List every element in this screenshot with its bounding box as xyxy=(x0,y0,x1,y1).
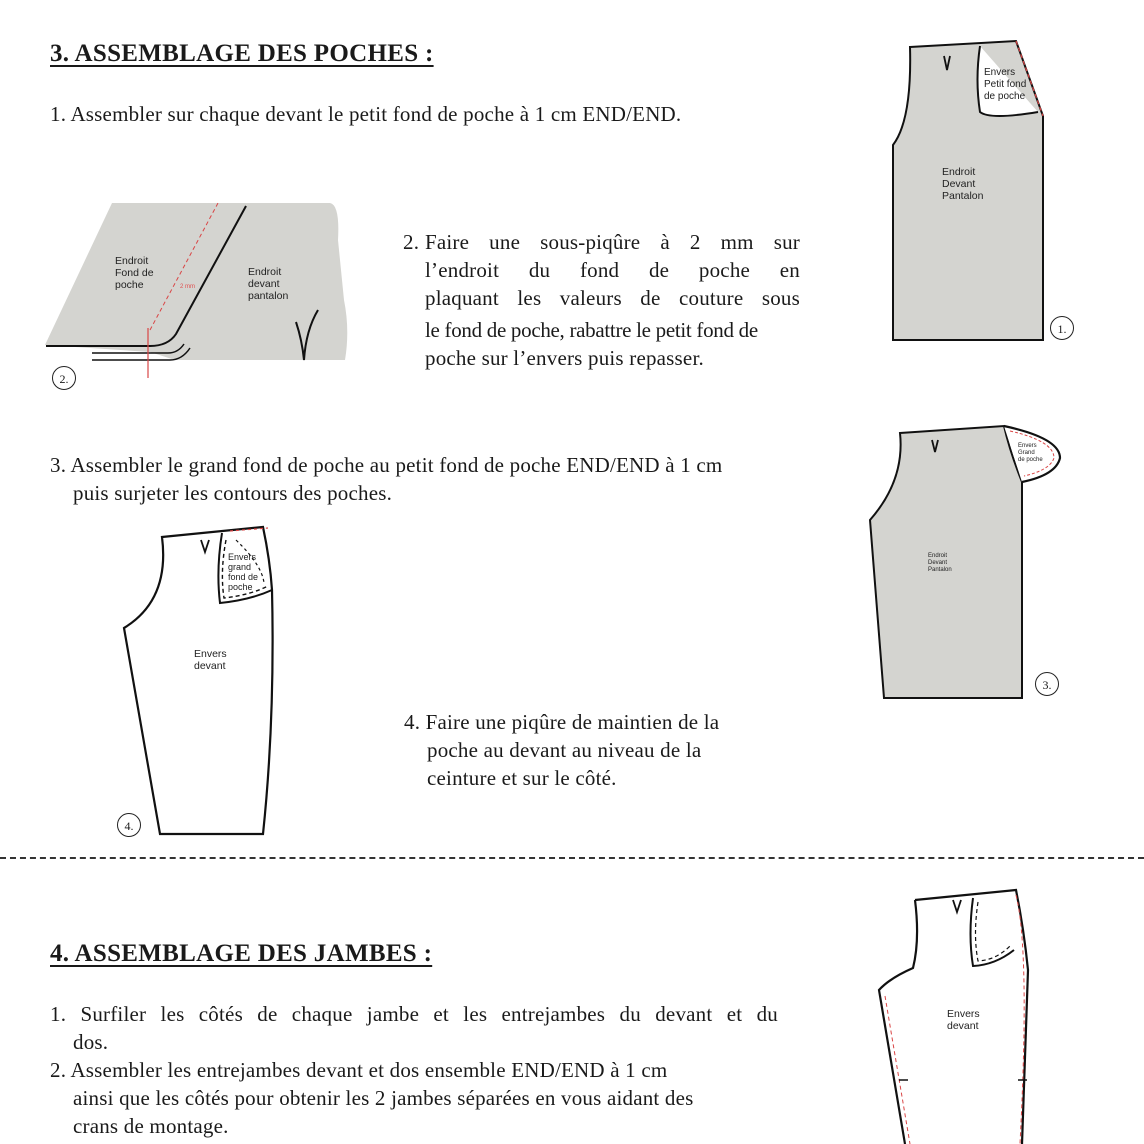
section-4-figure-label-line: Envers xyxy=(947,1008,980,1020)
figure-3-pocket-label-line: de poche xyxy=(1018,457,1043,463)
figure-1-body-label-line: Endroit xyxy=(942,166,976,178)
figure-4-body-label-line: devant xyxy=(194,660,226,672)
figure-1-pocket-label xyxy=(984,67,1026,103)
figure-2-drawing xyxy=(45,203,347,378)
figure-3-drawing xyxy=(870,426,1060,698)
figure-1-body-label-line: Devant xyxy=(942,178,976,190)
figure-2-right-label-line: Endroit xyxy=(248,266,282,278)
step-4-2-line-1: 2. Assembler les entrejambes devant et dos ensemble END/END à 1 cm xyxy=(50,1058,668,1082)
figure-4-pocket-label-line: Envers xyxy=(228,552,257,562)
figure-3-pocket-label-line: Envers xyxy=(1018,443,1037,449)
figure-2-left-label-line: Endroit xyxy=(115,255,149,267)
step-3-2-line-5: poche sur l’envers puis repasser. xyxy=(425,346,704,370)
figure-3-body-label-line: Endroit xyxy=(928,553,948,559)
figure-4-body-label-line: Envers xyxy=(194,648,227,660)
figure-4-number: 4. xyxy=(117,813,141,837)
section-4-title: 4. ASSEMBLAGE DES JAMBES : xyxy=(50,940,433,967)
figure-2-right-label-line: devant xyxy=(248,278,280,290)
step-3-1: 1. Assembler sur chaque devant le petit fond de poche à 1 cm END/END. xyxy=(50,102,682,126)
step-3-3-line-1: 3. Assembler le grand fond de poche au petit fond de poche END/END à 1 cm xyxy=(50,453,723,477)
figure-4-pocket-label xyxy=(228,552,258,592)
step-3-2-line-4: le fond de poche, rabattre le petit fond de xyxy=(425,318,758,342)
figure-3-pocket-label-line: Grand xyxy=(1018,450,1035,456)
figure-2-measure-label: 2 mm xyxy=(180,284,195,290)
figure-2-left-label xyxy=(115,255,154,291)
step-3-3-line-2: puis surjeter les contours des poches. xyxy=(73,481,393,505)
figure-3-body-label-line: Devant xyxy=(928,560,948,566)
step-3-2-line-3: plaquant les valeurs de couture sous xyxy=(425,286,800,310)
step-3-2-line-2: l’endroit du fond de poche en xyxy=(425,258,800,282)
figure-1-number: 1. xyxy=(1050,316,1074,340)
figure-1-pocket-label-line: Envers xyxy=(984,67,1016,78)
section-4-figure-label-line: devant xyxy=(947,1020,979,1032)
figure-4-pocket-label-line: fond de xyxy=(228,572,259,582)
step-4-2-line-3: crans de montage. xyxy=(73,1114,229,1138)
figure-4-pocket-label-line: poche xyxy=(228,582,253,592)
figure-2-right-label-line: pantalon xyxy=(248,290,289,302)
figure-3-body-label-line: Pantalon xyxy=(928,567,952,573)
figure-1-body-label xyxy=(942,166,983,202)
section-3-title: 3. ASSEMBLAGE DES POCHES : xyxy=(50,40,434,67)
figure-2-left-label-line: poche xyxy=(115,279,144,291)
figure-1-pocket-label-line: Petit fond xyxy=(984,79,1027,90)
figure-4-body-label xyxy=(194,648,227,672)
step-3-4-line-1: 4. Faire une piqûre de maintien de la xyxy=(404,710,720,734)
figure-1-pocket-label-line: de poche xyxy=(984,91,1026,102)
figure-3-pocket-label xyxy=(1018,443,1043,464)
step-4-2-line-2: ainsi que les côtés pour obtenir les 2 jambes séparées en vous aidant des xyxy=(73,1086,694,1110)
step-3-2-number: 2. xyxy=(403,230,420,254)
figure-2-right-label xyxy=(248,266,288,302)
step-4-1-line-1: 1. Surfiler les côtés de chaque jambe et les entrejambes du devant et du xyxy=(50,1002,778,1026)
figure-3-body-label xyxy=(928,553,952,574)
section-4-steps xyxy=(50,1000,778,1140)
step-3-4-line-2: poche au devant au niveau de la xyxy=(427,738,702,762)
step-4-1-line-2: dos. xyxy=(73,1030,109,1054)
figure-3-number: 3. xyxy=(1035,672,1059,696)
figure-4-pocket-label-line: grand xyxy=(228,562,252,572)
figure-2-number: 2. xyxy=(52,366,76,390)
section-separator xyxy=(0,857,1144,859)
step-3-2-line-1: Faire une sous-piqûre à 2 mm sur xyxy=(425,230,800,254)
step-3-4-line-3: ceinture et sur le côté. xyxy=(427,766,617,790)
section-4-figure-label xyxy=(947,1008,980,1032)
figure-2-left-label-line: Fond de xyxy=(115,267,154,279)
figure-1-body-label-line: Pantalon xyxy=(942,190,984,202)
